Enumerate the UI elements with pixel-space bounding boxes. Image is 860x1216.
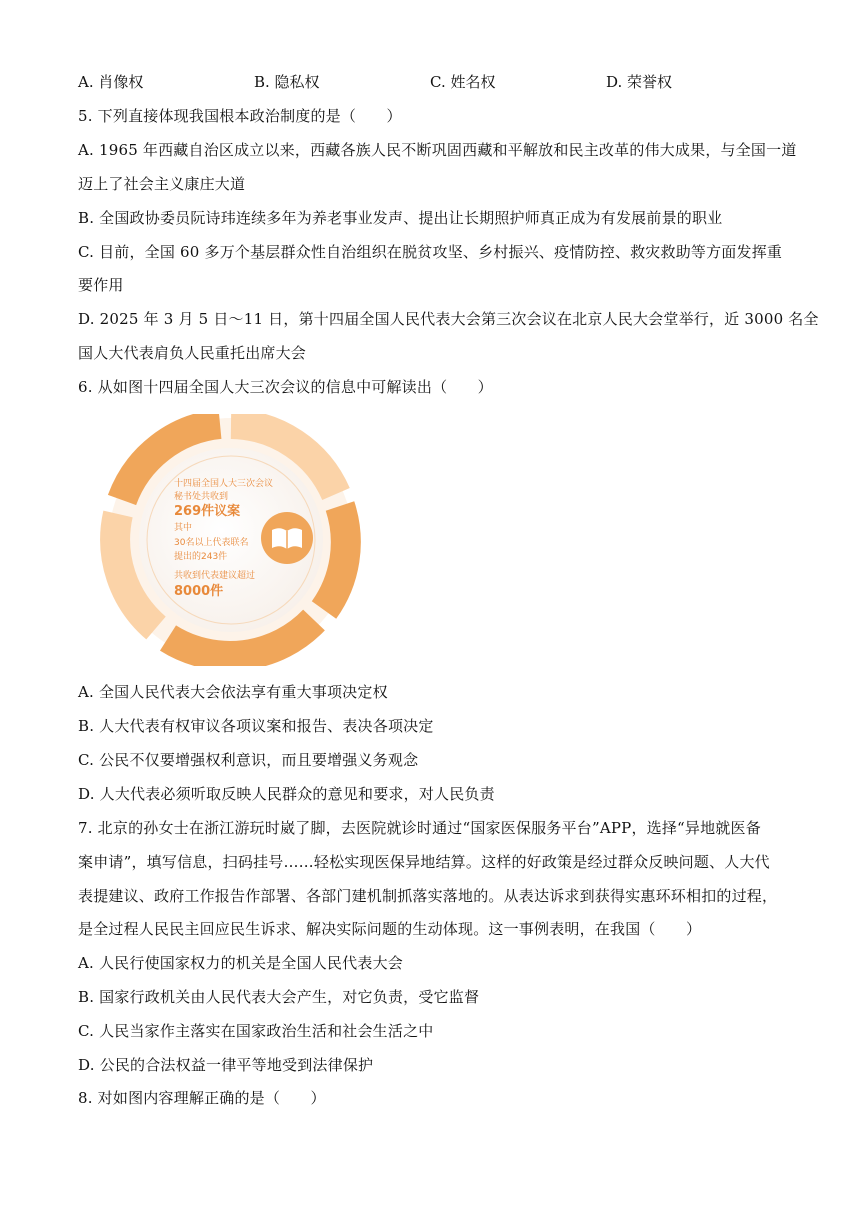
q5-option-d-cont: 国人大代表肩负人民重托出席大会 (78, 344, 307, 362)
q4-option-a: A. 肖像权 (78, 73, 144, 91)
q4-option-c: C. 姓名权 (430, 73, 496, 91)
q6-option-d: D. 人大代表必须听取反映人民群众的意见和要求，对人民负责 (78, 785, 495, 803)
graphic-line-3: 269件议案 (174, 504, 241, 519)
q5-option-a: A. 1965 年西藏自治区成立以来，西藏各族人民不断巩固西藏和平解放和民主改革的伟大成果，与全国一道 (78, 141, 797, 159)
q5-option-a-cont: 迈上了社会主义康庄大道 (78, 175, 246, 193)
q7-stem-line-4: 是全过程人民民主回应民生诉求、解决实际问题的生动体现。这一事例表明，在我国（ ） (78, 920, 702, 938)
graphic-line-1: 十四届全国人大三次会议 (174, 479, 274, 489)
q5-option-c: C. 目前，全国 60 多万个基层群众性自治组织在脱贫攻坚、乡村振兴、疫情防控、救灾救助等方面发挥重 (78, 243, 783, 261)
book-icon (261, 512, 313, 564)
q8-stem: 8. 对如图内容理解正确的是（ ） (78, 1089, 326, 1107)
q4-option-b: B. 隐私权 (254, 73, 320, 91)
q5-stem: 5. 下列直接体现我国根本政治制度的是（ ） (78, 107, 402, 125)
q7-option-c: C. 人民当家作主落实在国家政治生活和社会生活之中 (78, 1022, 434, 1040)
q6-stem: 6. 从如图十四届全国人大三次会议的信息中可解读出（ ） (78, 378, 493, 396)
q4-option-d: D. 荣誉权 (606, 73, 673, 91)
q5-option-d: D. 2025 年 3 月 5 日～11 日，第十四届全国人民代表大会第三次会议在北京人民大会堂举行，近 3000 名全 (78, 310, 819, 328)
q7-option-a: A. 人民行使国家权力的机关是全国人民代表大会 (78, 954, 403, 972)
q7-option-b: B. 国家行政机关由人民代表大会产生，对它负责，受它监督 (78, 988, 480, 1006)
graphic-line-4: 其中 (174, 523, 193, 533)
q7-stem-line-2: 案申请”，填写信息，扫码挂号……轻松实现医保异地结算。这样的好政策是经过群众反映问题、人大代 (78, 853, 770, 871)
q7-stem-line-1: 7. 北京的孙女士在浙江游玩时崴了脚，去医院就诊时通过“国家医保服务平台”APP，选择“异地就医备 (78, 819, 761, 837)
q6-option-c: C. 公民不仅要增强权利意识，而且要增强义务观念 (78, 751, 419, 769)
graphic-line-5: 30名以上代表联名 (174, 538, 249, 548)
graphic-line-7: 共收到代表建议超过 (174, 571, 256, 581)
q7-option-d: D. 公民的合法权益一律平等地受到法律保护 (78, 1056, 374, 1074)
graphic-line-2: 秘书处共收到 (174, 492, 229, 502)
q6-option-a: A. 全国人民代表大会依法享有重大事项决定权 (78, 683, 388, 701)
q7-stem-line-3: 表提建议、政府工作报告作部署、各部门建机制抓落实落地的。从表达诉求到获得实惠环环相扣的过程， (78, 887, 778, 905)
graphic-line-6: 提出的243件 (174, 552, 228, 562)
q5-option-b: B. 全国政协委员阮诗玮连续多年为养老事业发声、提出让长期照护师真正成为有发展前景的职业 (78, 209, 723, 227)
q5-option-c-cont: 要作用 (78, 276, 124, 294)
npc-session-infographic (100, 414, 362, 666)
graphic-line-8: 8000件 (174, 584, 224, 599)
q6-option-b: B. 人大代表有权审议各项议案和报告、表决各项决定 (78, 717, 434, 735)
